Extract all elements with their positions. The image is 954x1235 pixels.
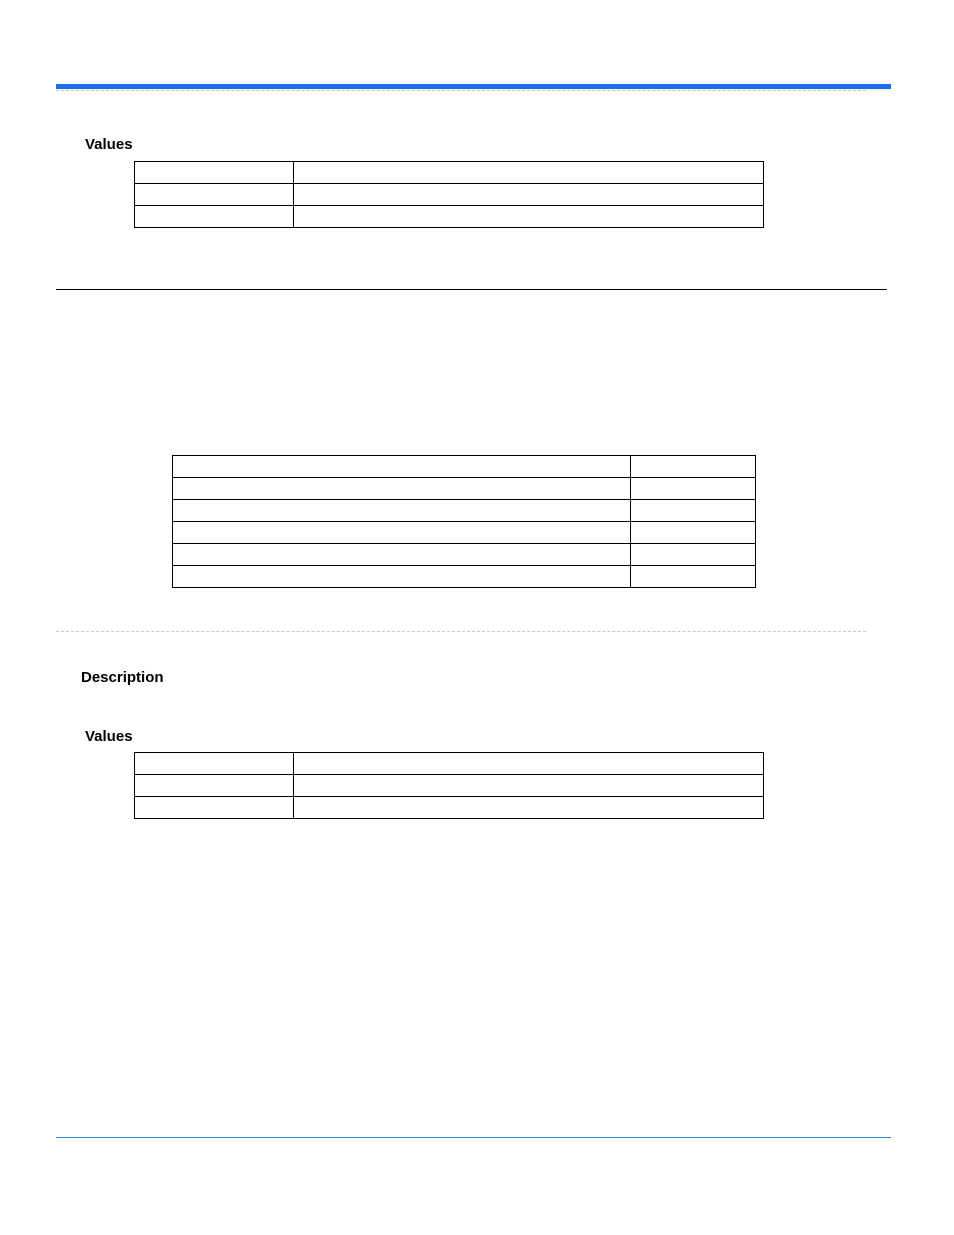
- table-cell: [631, 566, 756, 588]
- section-dashed-rule: [56, 631, 866, 632]
- table-row: [173, 456, 756, 478]
- table-row: [173, 544, 756, 566]
- table-cell: [135, 162, 294, 184]
- table-cell: [294, 797, 764, 819]
- header-dashed-rule: [56, 90, 866, 91]
- table-row: [135, 753, 764, 775]
- table-cell: [631, 456, 756, 478]
- table-row: [135, 775, 764, 797]
- table-cell: [631, 522, 756, 544]
- table-cell: [294, 184, 764, 206]
- values-table-2: [134, 752, 764, 819]
- table-cell: [173, 566, 631, 588]
- description-heading: Description: [81, 669, 164, 686]
- table-cell: [135, 797, 294, 819]
- table-cell: [135, 184, 294, 206]
- table-row: [173, 500, 756, 522]
- table-cell: [135, 775, 294, 797]
- table-cell: [294, 775, 764, 797]
- table-cell: [631, 500, 756, 522]
- values-heading-1: Values: [85, 136, 133, 153]
- table-row: [135, 162, 764, 184]
- section-divider: [56, 289, 887, 290]
- table-cell: [631, 478, 756, 500]
- footer-rule: [56, 1137, 891, 1138]
- table-cell: [135, 206, 294, 228]
- table-cell: [631, 544, 756, 566]
- table-row: [173, 478, 756, 500]
- table-cell: [294, 162, 764, 184]
- table-cell: [135, 753, 294, 775]
- table-cell: [173, 544, 631, 566]
- table-cell: [173, 478, 631, 500]
- table-cell: [294, 753, 764, 775]
- table-row: [135, 797, 764, 819]
- table-row: [135, 206, 764, 228]
- header-rule: [56, 84, 891, 89]
- table-cell: [294, 206, 764, 228]
- table-row: [173, 566, 756, 588]
- table-row: [135, 184, 764, 206]
- table-cell: [173, 456, 631, 478]
- table-cell: [173, 500, 631, 522]
- middle-table: [172, 455, 756, 588]
- values-table-1: [134, 161, 764, 228]
- table-cell: [173, 522, 631, 544]
- table-row: [173, 522, 756, 544]
- values-heading-2: Values: [85, 728, 133, 745]
